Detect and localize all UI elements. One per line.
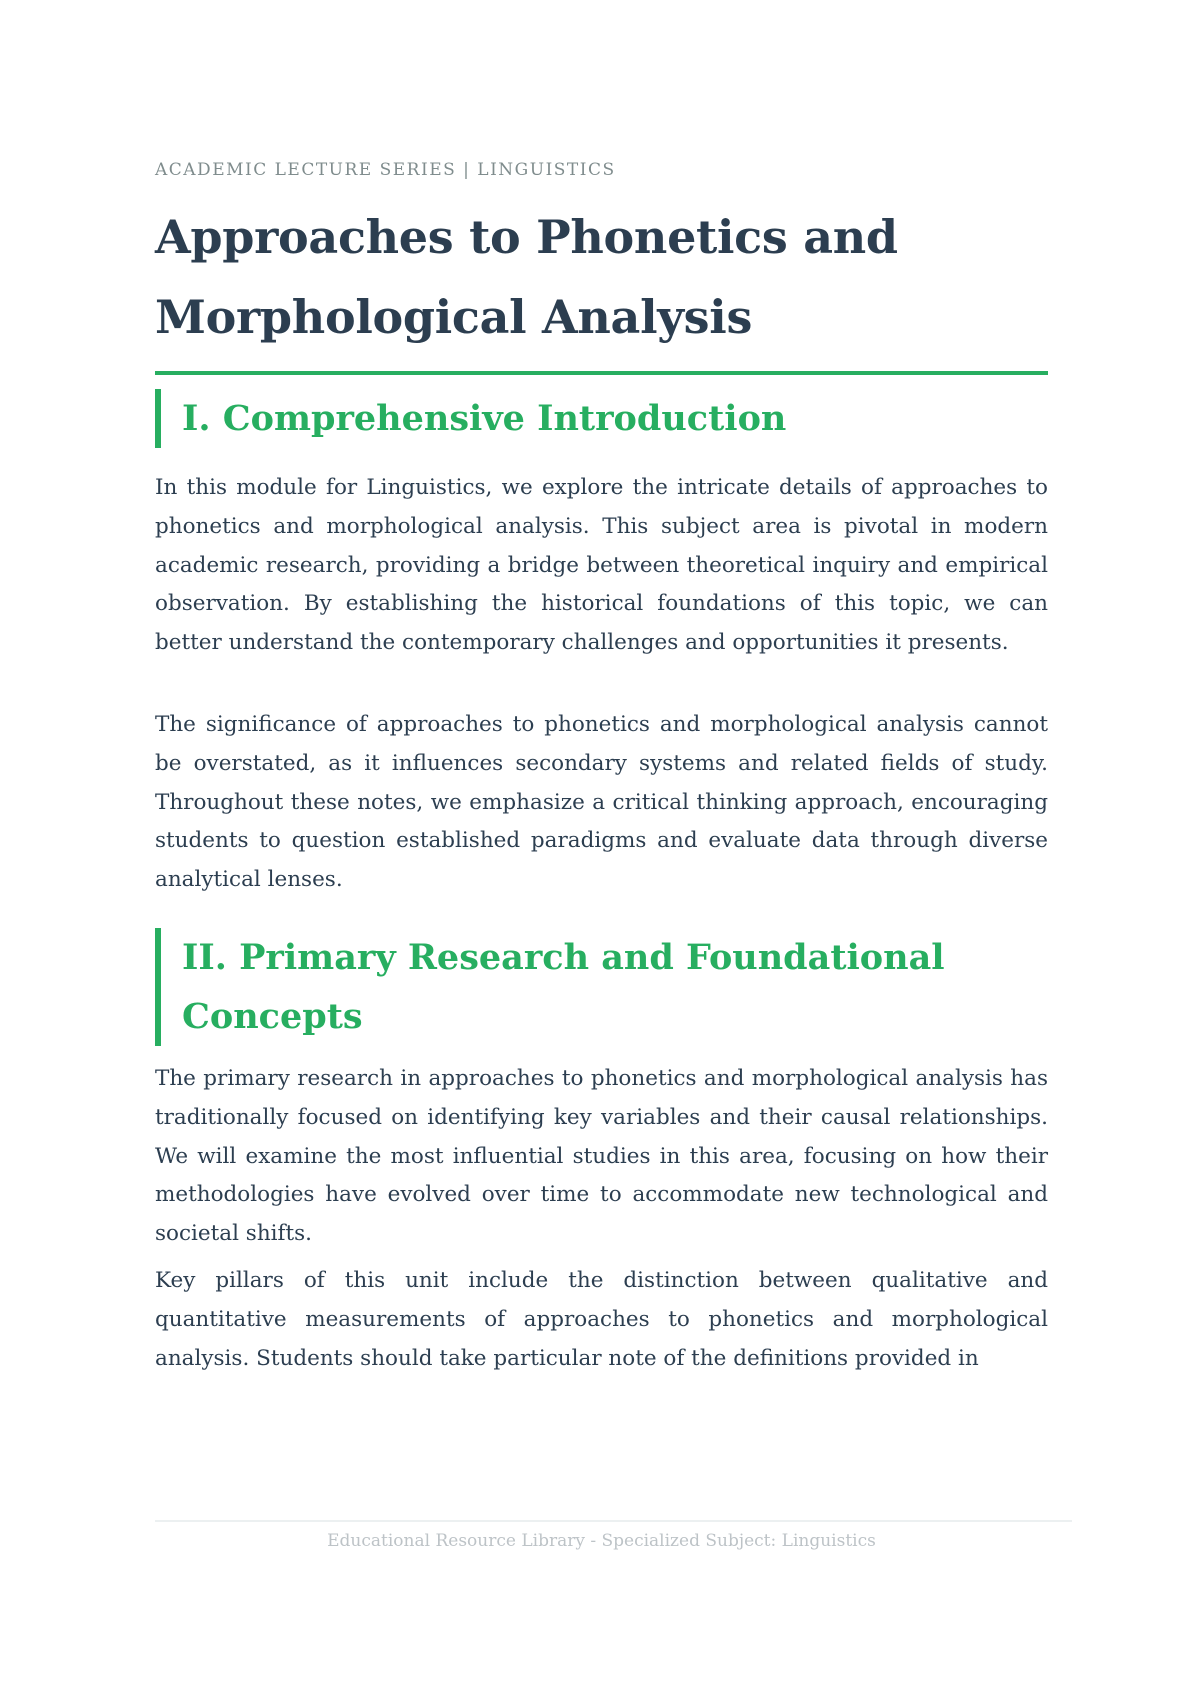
paragraph: Key pillars of this unit include the distinction between qualitative and quantitative measurements of approaches to phonetics and morphological analysis. Students should take particular note of the definitions provided in xyxy=(155,1268,1048,1371)
paragraph: In this module for Linguistics, we explore the intricate details of approaches to phonetics and morphological analysis. This subject area is pivotal in modern academic research, providing a bridge between theoretical inquiry and empirical observation. By establishing the historical foundations of this topic, we can better understand the contemporary challenges and opportunities it presents. xyxy=(155,475,1048,656)
paragraph: The significance of approaches to phonetics and morphological analysis cannot be overstated, as it influences secondary systems and related fields of study. Throughout these notes, we emphasize a critical thinking approach, encouraging students to question established paradigms and evaluate data through diverse analytical lenses. xyxy=(155,712,1048,893)
title-divider xyxy=(155,371,1048,375)
document-page xyxy=(155,0,1048,1696)
paragraph: The primary research in approaches to phonetics and morphological analysis has traditionally focused on identifying key variables and their causal relationships. We will examine the most influential studies in this area, focusing on how their methodologies have evolved over time to accommodate new technological and societal shifts. xyxy=(155,1066,1048,1247)
page-footer: Educational Resource Library - Specialized Subject: Linguistics xyxy=(327,1531,876,1551)
series-label: ACADEMIC LECTURE SERIES | LINGUISTICS xyxy=(155,160,616,180)
footer-divider xyxy=(155,1520,1072,1522)
document-title: Approaches to Phonetics and Morphological Analysis xyxy=(155,210,898,344)
section-heading-introduction: I. Comprehensive Introduction xyxy=(155,389,1062,448)
section-heading-primary-research: II. Primary Research and Foundational Concepts xyxy=(155,928,1062,1046)
